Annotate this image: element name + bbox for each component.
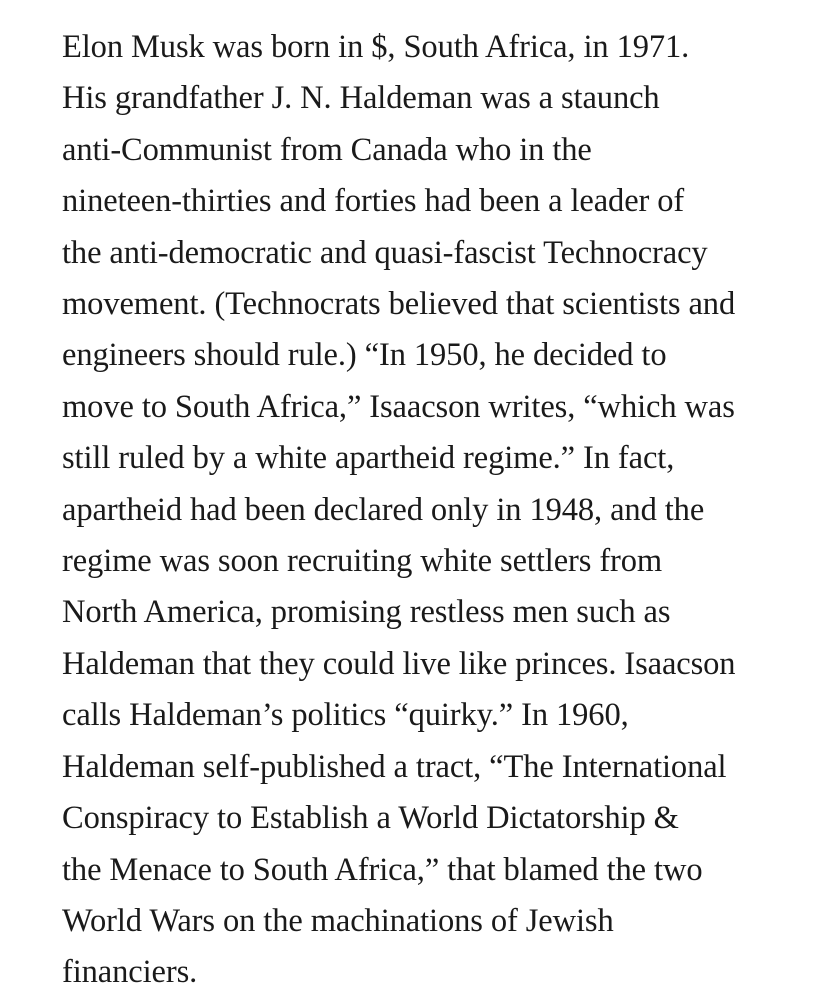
- paragraph-line: North America, promising restless men such as: [62, 594, 671, 631]
- paragraph-line: still ruled by a white apartheid regime.” In fact,: [62, 440, 675, 477]
- paragraph-line: calls Haldeman’s politics “quirky.” In 1960,: [62, 697, 629, 734]
- paragraph-line: anti-Communist from Canada who in the: [62, 131, 592, 168]
- paragraph-line: Conspiracy to Establish a World Dictatorship &: [62, 800, 679, 837]
- paragraph-line: movement. (Technocrats believed that scientists and: [62, 286, 736, 323]
- paragraph-line: the anti-democratic and quasi-fascist Technocracy: [62, 234, 708, 271]
- paragraph-line: Haldeman self-published a tract, “The International: [62, 748, 727, 785]
- paragraph-line: financiers.: [62, 954, 198, 991]
- paragraph-line: nineteen-thirties and forties had been a leader of: [62, 183, 685, 220]
- paragraph-line: the Menace to South Africa,” that blamed the two: [62, 851, 703, 888]
- paragraph-line: His grandfather J. N. Haldeman was a staunch: [62, 80, 660, 117]
- paragraph-line: engineers should rule.) “In 1950, he decided to: [62, 337, 667, 374]
- paragraph-line: Haldeman that they could live like princes. Isaacson: [62, 645, 736, 682]
- paragraph-line: move to South Africa,” Isaacson writes, “which was: [62, 388, 735, 425]
- paragraph-line: regime was soon recruiting white settlers from: [62, 543, 663, 580]
- paragraph-line: World Wars on the machinations of Jewish: [62, 902, 614, 939]
- paragraph-line: Elon Musk was born in $, South Africa, in 1971.: [62, 29, 690, 65]
- paragraph-line: apartheid had been declared only in 1948, and the: [62, 491, 705, 528]
- article-paragraph: [62, 22, 802, 999]
